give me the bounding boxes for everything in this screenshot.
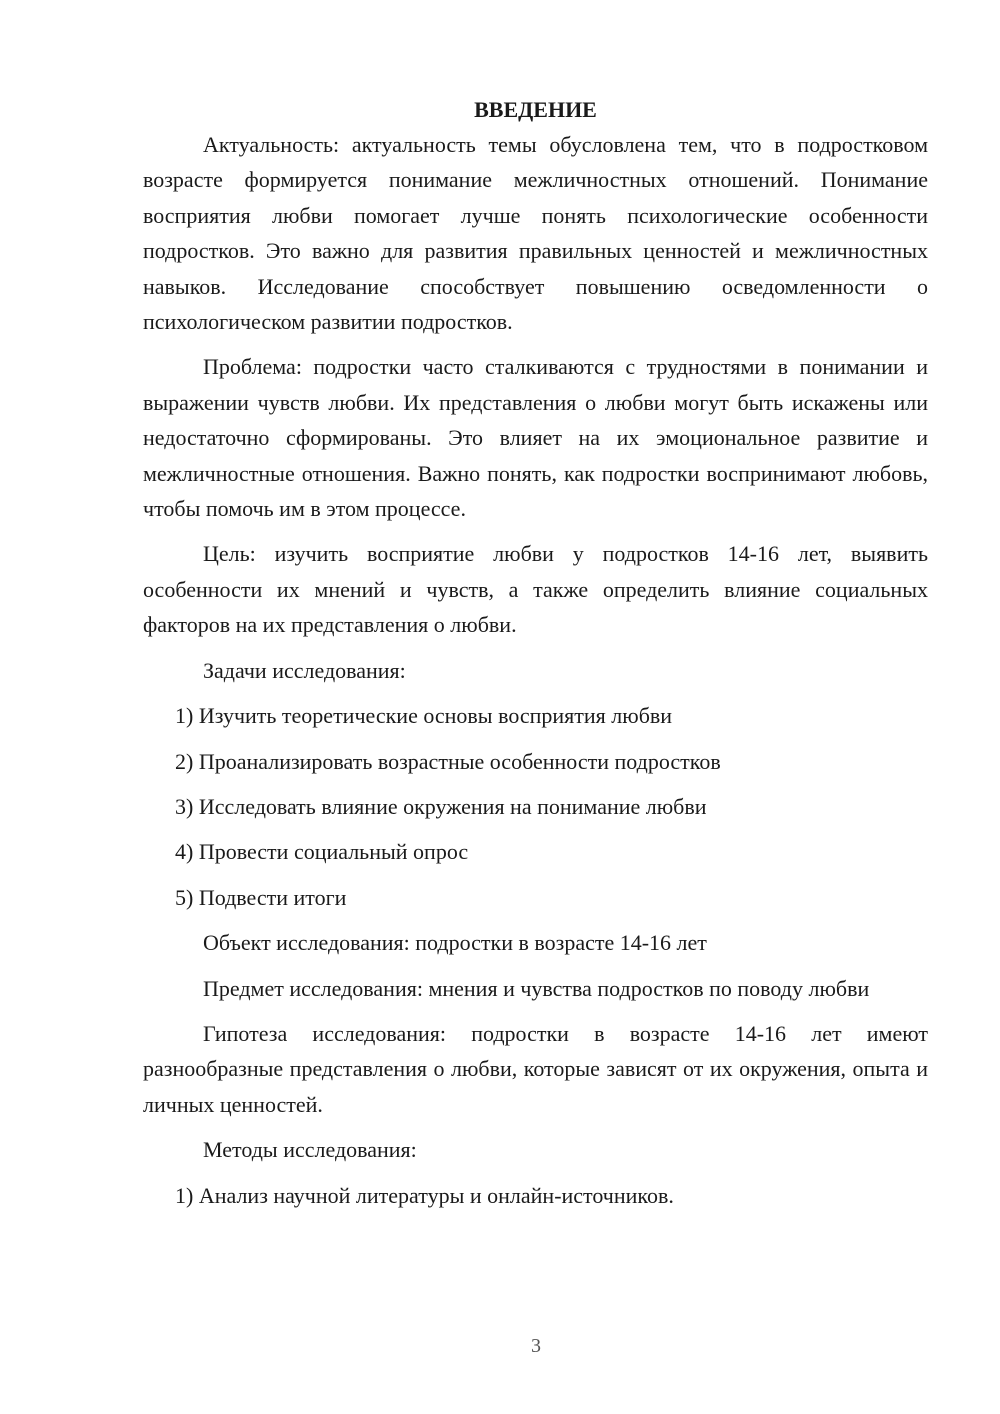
methods-title: Методы исследования: — [203, 1137, 417, 1163]
problem-paragraph: Проблема: подростки часто сталкиваются с трудностями в понимании и выражении чувств любви. Их представления о любви могут быть искажены или недостаточно сформированы. Это влияет на их эмоциональное развитие и межличностные отношения. Важно понять, как подростки воспринимают любовь, чтобы помочь им в этом процессе. — [143, 354, 928, 522]
goal-paragraph: Цель: изучить восприятие любви у подростков 14-16 лет, выявить особенности их мнений и чувств, а также определить влияние социальных факторов на их представления о любви. — [143, 541, 928, 638]
page-title: ВВЕДЕНИЕ — [474, 97, 597, 122]
object-paragraph: Объект исследования: подростки в возрасте 14-16 лет — [203, 930, 707, 956]
list-item: 1) Изучить теоретические основы восприятия любви — [175, 703, 673, 729]
list-item: 1) Анализ научной литературы и онлайн-источников. — [175, 1182, 674, 1208]
list-item: 5) Подвести итоги — [175, 884, 347, 910]
page-number: 3 — [531, 1335, 541, 1357]
subject-paragraph: Предмет исследования: мнения и чувства подростков по поводу любви — [203, 975, 870, 1001]
list-item: 4) Провести социальный опрос — [175, 839, 469, 865]
tasks-title: Задачи исследования: — [203, 657, 406, 683]
document-page — [143, 92, 928, 1223]
relevance-paragraph: Актуальность: актуальность темы обусловлена тем, что в подростковом возрасте формируется понимание межличностных отношений. Понимание восприятия любви помогает лучше понять психологические особенности подростков. Это важно для развития правильных ценностей и межличностных навыков. Исследование способствует повышению осведомленности о психологическом развитии подростков. — [143, 132, 928, 335]
hypothesis-paragraph: Гипотеза исследования: подростки в возрасте 14-16 лет имеют разнообразные представления о любви, которые зависят от их окружения, опыта и личных ценностей. — [143, 1020, 928, 1117]
methods-list — [143, 1178, 928, 1213]
list-item: 2) Проанализировать возрастные особенности подростков — [175, 748, 721, 774]
list-item: 3) Исследовать влияние окружения на понимание любви — [175, 793, 707, 819]
tasks-list — [143, 698, 928, 915]
